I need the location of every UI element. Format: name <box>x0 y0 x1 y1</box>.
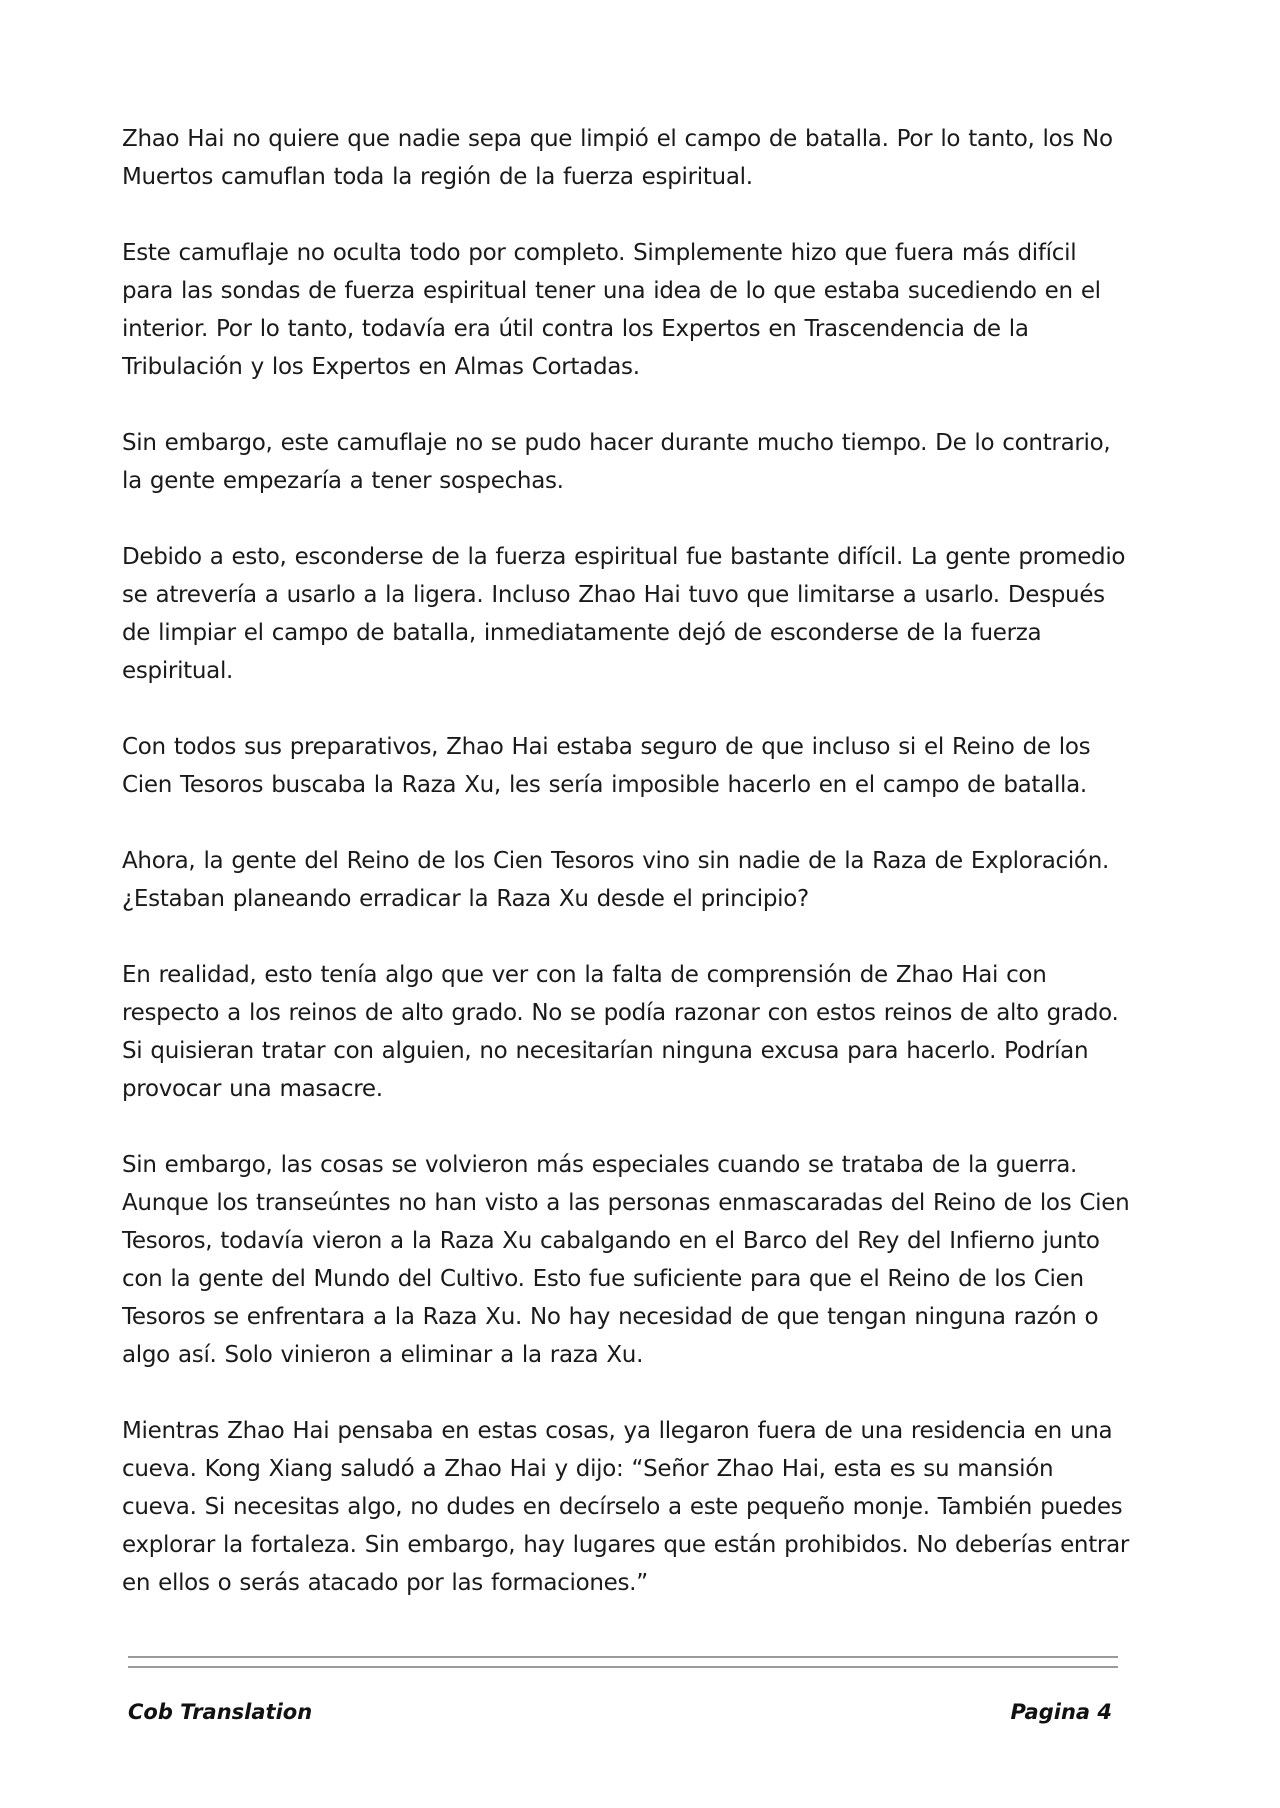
paragraph: Debido a esto, esconderse de la fuerza espiritual fue bastante difícil. La gente promedio se atrevería a usarlo a la ligera. Incluso Zhao Hai tuvo que limitarse a usarlo. Después de limpiar el campo de batalla, inmediatamente dejó de esconderse de la fuerza espiritual. <box>122 544 1126 684</box>
footer-divider <box>128 1656 1118 1658</box>
paragraph: Ahora, la gente del Reino de los Cien Tesoros vino sin nadie de la Raza de Exploración. ¿Estaban planeando erradicar la Raza Xu desde el principio? <box>122 848 1109 912</box>
footer-divider <box>128 1666 1118 1668</box>
footer-translator-credit: Cob Translation <box>128 1700 313 1724</box>
paragraph: En realidad, esto tenía algo que ver con la falta de comprensión de Zhao Hai con respecto a los reinos de alto grado. No se podía razonar con estos reinos de alto grado. Si quisieran tratar con alguien, no necesitarían ninguna excusa para hacerlo. Podrían provocar una masacre. <box>122 962 1119 1102</box>
paragraph: Sin embargo, las cosas se volvieron más especiales cuando se trataba de la guerra. Aunque los transeúntes no han visto a las personas enmascaradas del Reino de los Cien Tesoros, todavía vieron a la Raza Xu cabalgando en el Barco del Rey del Infierno junto con la gente del Mundo del Cultivo. Esto fue suficiente para que el Reino de los Cien Tesoros se enfrentara a la Raza Xu. No hay necesidad de que tengan ninguna razón o algo así. Solo vinieron a eliminar a la raza Xu. <box>122 1152 1130 1368</box>
document-body <box>122 120 1132 1640</box>
footer-page-number: Pagina 4 <box>1010 1700 1112 1724</box>
paragraph: Mientras Zhao Hai pensaba en estas cosas, ya llegaron fuera de una residencia en una cueva. Kong Xiang saludó a Zhao Hai y dijo: “Señor Zhao Hai, esta es su mansión cueva. Si necesitas algo, no dudes en decírselo a este pequeño monje. También puedes explorar la fortaleza. Sin embargo, hay lugares que están prohibidos. No deberías entrar en ellos o serás atacado por las formaciones.” <box>122 1418 1130 1596</box>
paragraph: Con todos sus preparativos, Zhao Hai estaba seguro de que incluso si el Reino de los Cien Tesoros buscaba la Raza Xu, les sería imposible hacerlo en el campo de batalla. <box>122 734 1091 798</box>
paragraph: Zhao Hai no quiere que nadie sepa que limpió el campo de batalla. Por lo tanto, los No Muertos camuflan toda la región de la fuerza espiritual. <box>122 126 1113 190</box>
paragraph: Este camuflaje no oculta todo por completo. Simplemente hizo que fuera más difícil para las sondas de fuerza espiritual tener una idea de lo que estaba sucediendo en el interior. Por lo tanto, todavía era útil contra los Expertos en Trascendencia de la Tribulación y los Expertos en Almas Cortadas. <box>122 240 1101 380</box>
paragraph: Sin embargo, este camuflaje no se pudo hacer durante mucho tiempo. De lo contrario, la gente empezaría a tener sospechas. <box>122 430 1111 494</box>
